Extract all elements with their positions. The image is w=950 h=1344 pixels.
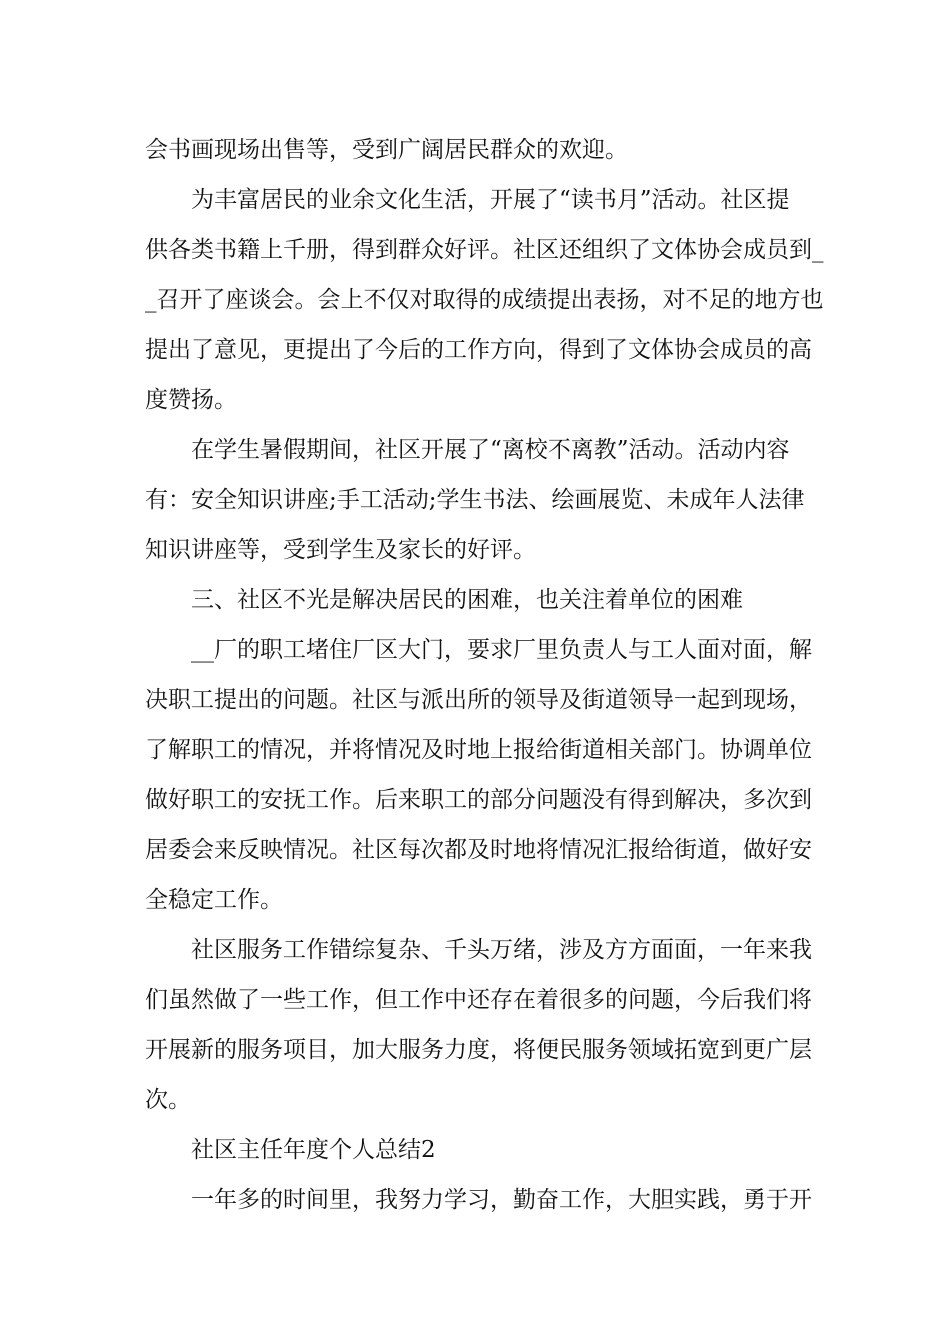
text-line: 供各类书籍上千册，得到群众好评。社区还组织了文体协会成员到_ (145, 237, 824, 263)
text-line: 有：安全知识讲座;手工活动;学生书法、绘画展览、未成年人法律 (145, 487, 805, 513)
text-line: 为丰富居民的业余文化生活，开展了“读书月”活动。社区提 (191, 187, 790, 213)
text-line: 社区服务工作错综复杂、千头万绪，涉及方方面面，一年来我 (191, 937, 812, 963)
text-line: 提出了意见，更提出了今后的工作方向，得到了文体协会成员的高 (145, 337, 812, 363)
text-line: 决职工提出的问题。社区与派出所的领导及街道领导一起到现场， (145, 687, 812, 713)
text-line: 全稳定工作。 (145, 887, 283, 913)
text-line: __厂的职工堵住厂区大门，要求厂里负责人与工人面对面，解 (191, 637, 812, 663)
text-line: 知识讲座等，受到学生及家长的好评。 (145, 537, 536, 563)
text-line: 在学生暑假期间，社区开展了“离校不离教”活动。活动内容 (191, 437, 790, 463)
text-line: 们虽然做了一些工作，但工作中还存在着很多的问题，今后我们将 (145, 987, 812, 1013)
document-subtitle: 社区主任年度个人总结2 (191, 1137, 436, 1163)
text-line: 做好职工的安抚工作。后来职工的部分问题没有得到解决，多次到 (145, 787, 812, 813)
section-heading: 三、社区不光是解决居民的困难，也关注着单位的困难 (191, 587, 743, 613)
text-line: 一年多的时间里，我努力学习，勤奋工作，大胆实践，勇于开 (191, 1187, 812, 1213)
text-line: 开展新的服务项目，加大服务力度，将便民服务领域拓宽到更广层 (145, 1037, 812, 1063)
text-line: _召开了座谈会。会上不仅对取得的成绩提出表扬，对不足的地方也 (145, 287, 824, 313)
text-line: 了解职工的情况，并将情况及时地上报给街道相关部门。协调单位 (145, 737, 812, 763)
text-line: 会书画现场出售等，受到广阔居民群众的欢迎。 (145, 137, 628, 163)
text-line: 次。 (145, 1087, 191, 1113)
text-line: 居委会来反映情况。社区每次都及时地将情况汇报给街道，做好安 (145, 837, 812, 863)
text-line: 度赞扬。 (145, 387, 237, 413)
